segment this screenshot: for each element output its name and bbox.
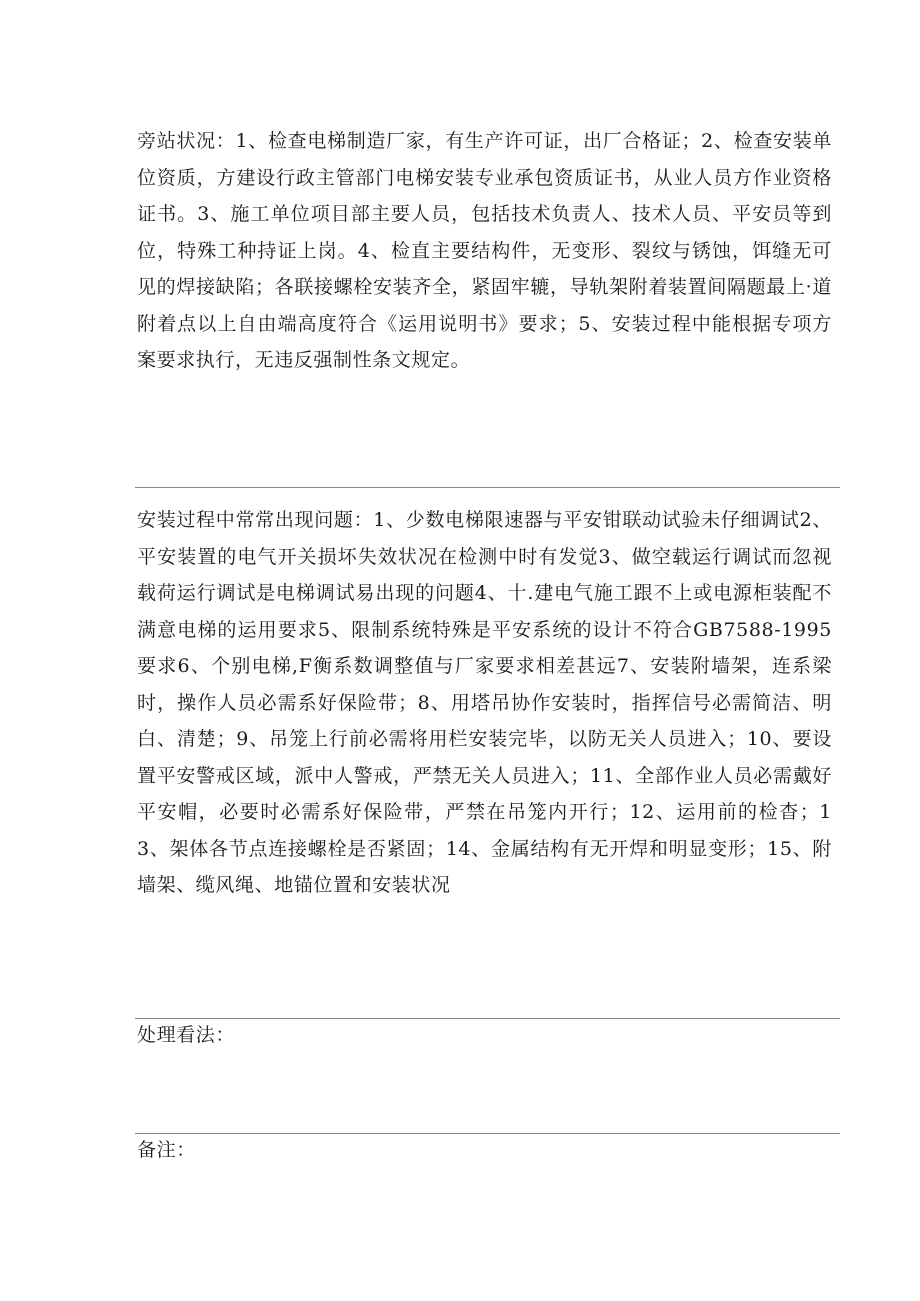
common-problems-paragraph: 安装过程中常常出现问题：1、少数电梯限速器与平安钳联动试验未仔细调试2、平安装置的电气开关损坏失效状况在检测中时有发觉3、做空载运行调试而忽视载荷运行调试是电梯调试易出现的问题4、十.建电气施工跟不上或电源柜装配不满意电梯的运用要求5、限制系统特殊是平安系统的设计不符合GB7588-1995要求6、个别电梯,F衡系数调整值与厂家要求相差甚远7、安装附墙架，连系梁时，操作人员必需系好保险带；8、用塔吊协作安装时，指挥信号必需简洁、明白、清楚；9、吊笼上行前必需将用栏安装完毕，以防无关人员进入；10、要设置平安警戒区域，派中人警戒，严禁无关人员进入；11、全部作业人员必需戴好平安帽，必要时必需系好保险带，严禁在吊笼内开行；12、运用前的检杳；13、架体各节点连接螺栓是否紧固；14、金属结构有无开焊和明显变形；15、附墙架、缆风绳、地锚位置和安装状况 xyxy=(137,509,832,896)
remarks-label: 备注： xyxy=(137,1139,196,1161)
inspection-status-paragraph: 旁站状况：1、检查电梯制造厂家，有生产许可证，出厂合格证；2、检查安装单位资质，方建设行政主管部门电梯安装专业承包资质证书，从业人员方作业资格证书。3、施工单位项目部主要人员，包括技术负责人、技术人员、平安员等到位，特殊工种持证上岗。4、检直主要结构件，无变形、裂纹与锈蚀，饵缝无可见的焊接缺陷；各联接螺栓安装齐全，紧固牢辘，导轨架附着装置间隔题最上·道附着点以上自由端高度符合《运用说明书》要求；5、安装过程中能根据专项方案要求执行，无违反强制性条文规定。 xyxy=(137,130,832,371)
handling-opinion-label: 处理看法： xyxy=(137,1024,236,1046)
section-divider xyxy=(135,487,840,488)
